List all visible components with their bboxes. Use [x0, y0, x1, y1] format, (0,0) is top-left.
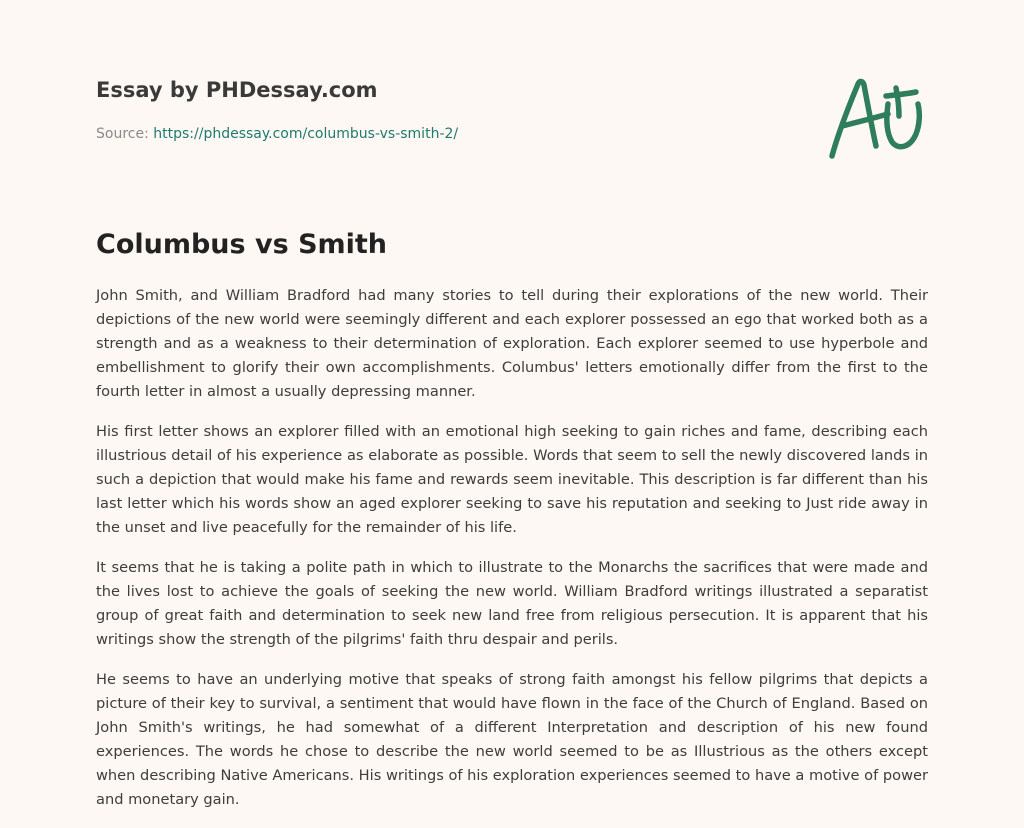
source-line [96, 124, 458, 144]
essay-paragraph: His first letter shows an explorer filled with an emotional high seeking to gain riches and fame, describing each illustrious detail of his experience as elaborate as possible. Words that seem to sell the newly discovered lands in such a depiction that would make his fame and rewards seem inevitable. This description is far different than his last letter which his words show an aged explorer seeking to save his reputation and seeking to Just ride away in the unset and live peacefully for the remainder of his life. [96, 423, 928, 536]
source-label: Source: [96, 126, 149, 142]
brand-title: Essay by PHDessay.com [96, 78, 378, 102]
a-plus-logo-icon [824, 68, 928, 164]
essay-title: Columbus vs Smith [96, 229, 388, 260]
header [96, 76, 928, 186]
essay-paragraph: It seems that he is taking a polite path in which to illustrate to the Monarchs the sacrifices that were made and the lives lost to achieve the goals of seeking the new world. William Bradford writings illustrated a separatist group of great faith and determination to seek new land free from religious persecution. It is apparent that his writings show the strength of the pilgrims' faith thru despair and perils. [96, 559, 928, 648]
essay-body [96, 284, 928, 828]
source-link[interactable]: https://phdessay.com/columbus-vs-smith-2/ [153, 126, 459, 142]
essay-paragraph: John Smith, and William Bradford had many stories to tell during their explorations of the new world. Their depictions of the new world were seemingly different and each explorer possessed an ego that worked both as a strength and as a weakness to their determination of exploration. Each explorer seemed to use hyperbole and embellishment to glorify their own accomplishments. Columbus' letters emotionally differ from the first to the fourth letter in almost a usually depressing manner. [96, 287, 928, 400]
essay-paragraph: He seems to have an underlying motive that speaks of strong faith amongst his fellow pilgrims that depicts a picture of their key to survival, a sentiment that would have flown in the face of the Church of England. Based on John Smith's writings, he had somewhat of a different Interpretation and description of his new found experiences. The words he chose to describe the new world seemed to be as Illustrious as the others except when describing Native Americans. His writings of his exploration experiences seemed to have a motive of power and monetary gain. [96, 671, 928, 808]
